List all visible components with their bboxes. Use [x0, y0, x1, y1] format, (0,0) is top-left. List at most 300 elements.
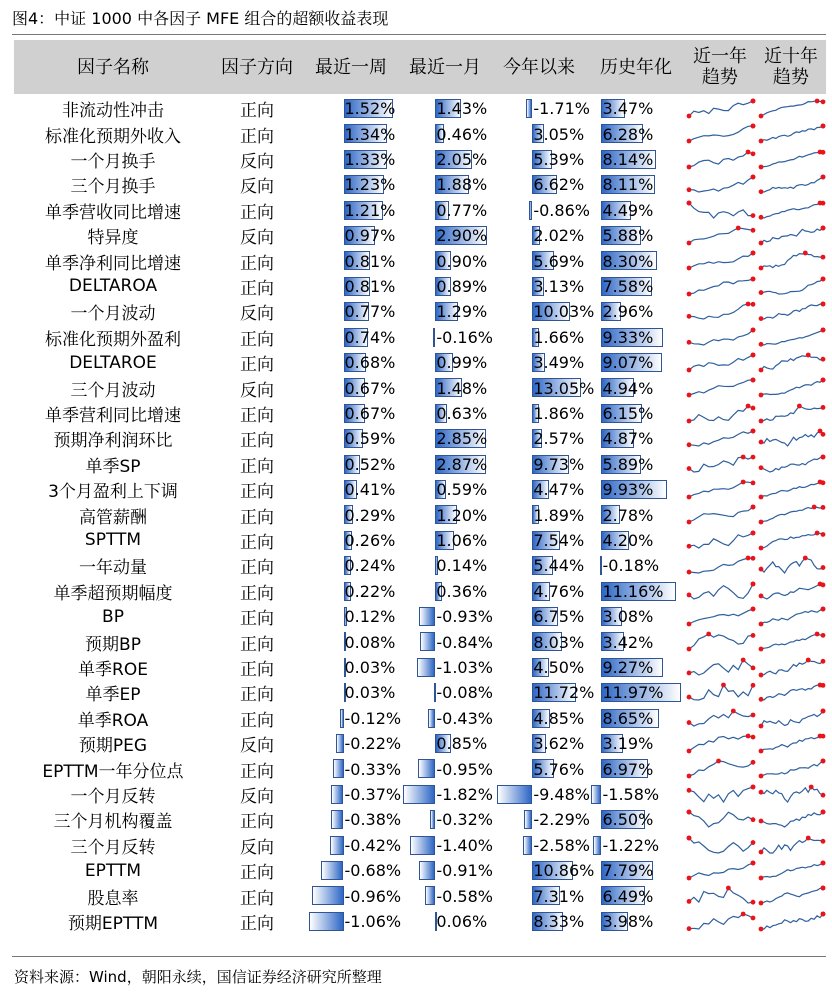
sparkline-10y [758, 224, 826, 247]
value-text-ytd: 1.89% [533, 505, 585, 525]
sparkline-10y-marker [821, 405, 826, 410]
value-cell-annual [588, 655, 684, 680]
table-row [14, 375, 826, 400]
value-cell-month [400, 528, 490, 553]
value-cell-week [306, 858, 402, 883]
sparkline-1y [686, 808, 756, 831]
value-text-ytd: 7.31% [533, 886, 585, 906]
value-text-ytd: 6.62% [533, 175, 585, 195]
table-row [14, 629, 826, 654]
value-text-annual: 6.97% [602, 759, 654, 779]
value-cell-month [400, 96, 490, 121]
value-cell-ytd [494, 299, 595, 324]
top-rule [12, 34, 826, 35]
value-bar-month [418, 759, 435, 778]
value-cell-week [306, 350, 396, 375]
source-note: 资料来源：Wind，朝阳永续，国信证券经济研究所整理 [14, 968, 382, 986]
sparkline-1y-marker [687, 368, 692, 373]
value-text-ytd: -0.86% [533, 200, 590, 220]
sparkline-1y [686, 757, 756, 780]
sparkline-10y-marker [759, 622, 764, 627]
value-cell-ytd [494, 401, 584, 426]
value-text-week: 1.23% [344, 175, 396, 195]
table-row [14, 706, 826, 731]
value-text-ytd: 11.72% [533, 683, 595, 703]
sparkline-1y-marker [687, 774, 692, 779]
value-text-month: 1.43% [436, 99, 488, 119]
sparkline-1y [686, 326, 756, 349]
sparkline-10y-marker [821, 810, 826, 815]
sparkline-10y-marker [759, 495, 764, 500]
value-text-week: 0.03% [344, 657, 396, 677]
value-text-month: 2.87% [436, 454, 488, 474]
sparkline-1y [686, 580, 756, 603]
value-cell-annual [588, 909, 684, 934]
value-bar-week [330, 836, 344, 855]
sparkline-1y-marker [741, 454, 746, 459]
table-row [14, 502, 826, 527]
value-text-annual: 4.49% [602, 200, 654, 220]
value-cell-week [306, 96, 396, 121]
sparkline-1y-marker [687, 241, 692, 246]
value-cell-annual [588, 147, 684, 172]
sparkline-1y-marker [741, 480, 746, 485]
value-cell-ytd [494, 756, 584, 781]
sparkline-10y-line [761, 228, 823, 243]
value-cell-month [400, 426, 490, 451]
value-cell-week [306, 680, 396, 705]
value-cell-week [306, 579, 396, 604]
value-text-ytd: 5.76% [533, 759, 585, 779]
value-cell-annual [588, 350, 684, 375]
table-row [14, 198, 826, 223]
sparkline-10y-marker [821, 659, 826, 664]
table-row [14, 299, 826, 324]
value-text-week: -0.12% [344, 708, 402, 728]
value-cell-month [400, 680, 493, 705]
sparkline-1y-marker [746, 403, 751, 408]
table-row [14, 579, 826, 604]
value-text-month: -0.91% [436, 861, 493, 881]
value-text-week: 0.97% [344, 226, 396, 246]
sparkline-1y-marker [746, 556, 751, 561]
value-cell-week [306, 807, 402, 832]
sparkline-1y-line [689, 711, 753, 726]
value-text-ytd: 10.03% [533, 302, 595, 322]
sparkline-10y [758, 97, 826, 120]
sparkline-10y-line [761, 558, 823, 573]
sparkline-10y-marker [759, 697, 764, 702]
sparkline-10y-line [761, 761, 823, 776]
value-cell-month [400, 833, 493, 858]
sparkline-10y-marker [759, 190, 764, 195]
value-bar-week [331, 785, 343, 804]
value-cell-month [400, 756, 493, 781]
sparkline-10y-line [761, 634, 823, 649]
value-text-ytd: 2.57% [533, 429, 585, 449]
value-text-week: 0.67% [344, 378, 396, 398]
value-text-annual: 8.11% [602, 175, 654, 195]
value-text-month: 1.88% [436, 175, 488, 195]
table-row [14, 604, 826, 629]
sparkline-1y-marker [687, 200, 692, 205]
value-text-week: 0.81% [344, 251, 396, 271]
factor-direction: 正向 [240, 507, 274, 528]
sparkline-1y-line [689, 863, 753, 878]
value-cell-week [306, 299, 396, 324]
sparkline-10y-marker [806, 657, 811, 662]
factor-direction: 反向 [240, 228, 274, 249]
value-cell-annual [588, 121, 684, 146]
sparkline-1y-marker [687, 520, 692, 525]
value-cell-ytd [494, 274, 584, 299]
sparkline-10y-line [761, 609, 823, 624]
sparkline-10y-line [761, 330, 823, 345]
sparkline-10y-line [761, 888, 823, 903]
header-week: 最近一周 [315, 56, 387, 78]
sparkline-1y-marker [751, 429, 756, 434]
factor-name: 单季ROE [78, 659, 148, 680]
sparkline-10y-marker [759, 774, 764, 779]
value-text-ytd: 6.75% [533, 607, 585, 627]
factor-direction: 正向 [240, 278, 274, 299]
value-text-annual: 8.30% [602, 251, 654, 271]
value-text-annual: 8.65% [602, 708, 654, 728]
sparkline-1y-marker [687, 749, 692, 754]
sparkline-10y-marker [759, 926, 764, 931]
value-cell-annual [588, 756, 684, 781]
value-bar-ytd [497, 785, 532, 804]
value-text-ytd: 3.49% [533, 353, 585, 373]
value-bar-week [309, 912, 344, 931]
value-cell-ytd [494, 579, 584, 604]
sparkline-10y [758, 910, 826, 933]
table-row [14, 909, 826, 934]
factor-name: 预期净利润环比 [53, 431, 173, 452]
factor-direction: 反向 [240, 786, 274, 807]
table-row [14, 756, 826, 781]
sparkline-10y-marker [821, 565, 826, 570]
sparkline-1y [686, 478, 756, 501]
value-cell-annual [588, 629, 684, 654]
sparkline-10y-marker [759, 465, 764, 470]
sparkline-10y-line [761, 482, 823, 497]
sparkline-10y [758, 503, 826, 526]
value-cell-ytd [494, 604, 584, 629]
sparkline-10y-marker [815, 632, 820, 637]
value-text-month: 1.06% [436, 530, 488, 550]
value-cell-month [400, 655, 493, 680]
table-row [14, 833, 826, 858]
sparkline-10y-line [761, 457, 823, 472]
sparkline-10y-marker [759, 139, 764, 144]
value-text-week: 0.24% [344, 556, 396, 576]
value-bar-month [433, 328, 436, 347]
value-cell-annual [588, 375, 684, 400]
sparkline-10y-marker [759, 266, 764, 271]
factor-name: 三个月反转 [70, 837, 156, 858]
sparkline-1y-marker [751, 712, 756, 717]
sparkline-10y-line [761, 863, 823, 878]
sparkline-10y [758, 834, 826, 857]
factor-direction: 正向 [240, 431, 274, 452]
factor-name: EPTTM一年分位点 [42, 761, 184, 782]
sparkline-10y [758, 580, 826, 603]
value-text-annual: 6.28% [602, 124, 654, 144]
value-text-month: 0.77% [436, 200, 488, 220]
sparkline-10y-marker [821, 302, 826, 307]
table-row [14, 426, 826, 451]
value-cell-week [306, 147, 396, 172]
sparkline-10y-line [761, 584, 823, 599]
factor-name: SPTTM [84, 530, 142, 551]
value-text-ytd: 13.05% [533, 378, 595, 398]
value-text-month: 0.06% [436, 911, 488, 931]
value-text-month: 0.90% [436, 251, 488, 271]
sparkline-1y-marker [687, 339, 692, 344]
sparkline-10y-marker [812, 505, 817, 510]
sparkline-10y-marker [759, 341, 764, 346]
factor-direction: 正向 [240, 710, 274, 731]
sparkline-10y-line [761, 355, 823, 370]
sparkline-1y-marker [706, 632, 711, 637]
sparkline-10y-marker [821, 276, 826, 281]
sparkline-1y-marker [751, 505, 756, 510]
sparkline-10y-marker [759, 819, 764, 824]
sparkline-1y-marker [751, 840, 756, 845]
sparkline-1y-marker [687, 592, 692, 597]
value-cell-annual [588, 477, 684, 502]
sparkline-10y [758, 707, 826, 730]
value-bar-month [430, 810, 436, 829]
value-cell-week [306, 401, 396, 426]
sparkline-1y [686, 656, 756, 679]
value-text-annual: 5.88% [602, 226, 654, 246]
value-cell-month [400, 299, 490, 324]
table-row [14, 452, 826, 477]
sparkline-10y-marker [806, 353, 811, 358]
sparkline-10y-marker [821, 378, 826, 383]
value-cell-week [306, 833, 402, 858]
sparkline-1y [686, 529, 756, 552]
sparkline-1y-marker [751, 665, 756, 670]
factor-name: 单季营利同比增速 [45, 405, 181, 426]
factor-direction: 反向 [240, 837, 274, 858]
sparkline-10y [758, 148, 826, 171]
value-text-ytd: 5.69% [533, 251, 585, 271]
sparkline-10y [758, 249, 826, 272]
sparkline-1y [686, 427, 756, 450]
sparkline-10y-marker [821, 683, 826, 688]
value-bar-week [336, 734, 343, 753]
sparkline-1y-marker [751, 784, 756, 789]
sparkline-1y-marker [751, 607, 756, 612]
value-text-ytd: 3.05% [533, 124, 585, 144]
value-cell-ytd [494, 121, 584, 146]
sparkline-1y-line [689, 736, 753, 751]
value-cell-ytd [494, 248, 584, 273]
sparkline-10y-line [761, 304, 823, 319]
value-cell-week [306, 883, 402, 908]
value-text-month: 0.89% [436, 276, 488, 296]
factor-name: 预期EPTTM [67, 913, 159, 934]
value-bar-annual [593, 836, 601, 855]
sparkline-10y-line [761, 914, 823, 929]
factor-name: 单季营收同比增速 [45, 202, 181, 223]
sparkline-1y-line [689, 888, 753, 903]
sparkline-1y-marker [687, 495, 692, 500]
factor-name: 预期PEG [78, 736, 148, 757]
factor-direction: 正向 [240, 329, 274, 350]
sparkline-1y-marker [687, 291, 692, 296]
sparkline-1y-line [689, 761, 753, 776]
value-cell-ytd [494, 452, 584, 477]
value-text-annual: 2.78% [602, 505, 654, 525]
factor-name: 预期BP [85, 634, 141, 655]
sparkline-1y [686, 453, 756, 476]
value-text-week: 0.74% [344, 327, 396, 347]
factor-direction: 正向 [240, 609, 274, 630]
value-bar-month [410, 836, 435, 855]
value-cell-ytd [494, 629, 584, 654]
value-cell-month [400, 477, 490, 502]
sparkline-10y [758, 554, 826, 577]
value-text-ytd: 4.85% [533, 708, 585, 728]
factor-direction: 正向 [240, 355, 274, 376]
value-text-ytd: 5.39% [533, 149, 585, 169]
value-cell-annual [588, 706, 684, 731]
value-cell-week [306, 909, 402, 934]
sparkline-1y-line [689, 787, 753, 802]
value-text-week: -1.06% [344, 911, 402, 931]
value-cell-annual [588, 325, 684, 350]
sparkline-10y-marker [803, 556, 808, 561]
table-row [14, 858, 826, 883]
sparkline-10y-marker [821, 607, 826, 612]
sparkline-10y-line [761, 736, 823, 751]
value-cell-annual [588, 223, 684, 248]
sparkline-10y-marker [759, 790, 764, 795]
sparkline-1y-marker [746, 734, 751, 739]
value-cell-annual [588, 96, 684, 121]
value-cell-week [306, 756, 402, 781]
value-cell-week [306, 426, 396, 451]
value-cell-ytd [494, 680, 595, 705]
factor-direction: 正向 [240, 405, 274, 426]
sparkline-1y [686, 224, 756, 247]
value-cell-ytd [494, 883, 584, 908]
sparkline-10y-marker [759, 545, 764, 550]
sparkline-1y-marker [687, 164, 692, 169]
value-text-ytd: 4.47% [533, 480, 585, 500]
sparkline-10y [758, 376, 826, 399]
value-text-month: 1.48% [436, 378, 488, 398]
sparkline-10y-marker [821, 255, 826, 260]
value-text-annual: 4.94% [602, 378, 654, 398]
value-cell-week [306, 604, 396, 629]
table-row [14, 350, 826, 375]
value-text-month: -1.03% [436, 657, 493, 677]
value-text-annual: 9.33% [602, 327, 654, 347]
value-text-ytd: 5.44% [533, 556, 585, 576]
sparkline-10y-line [761, 203, 823, 218]
factor-direction: 正向 [240, 583, 274, 604]
sparkline-1y-marker [687, 810, 692, 815]
value-text-month: 0.63% [436, 403, 488, 423]
table-row [14, 172, 826, 197]
value-text-week: -0.33% [344, 759, 402, 779]
sparkline-1y-line [689, 101, 753, 116]
value-cell-month [400, 731, 490, 756]
value-text-ytd: 8.33% [533, 911, 585, 931]
sparkline-1y-line [689, 253, 753, 268]
sparkline-1y-marker [716, 759, 721, 764]
sparkline-10y-marker [821, 99, 826, 104]
sparkline-10y-line [761, 431, 823, 446]
factor-name: EPTTM [84, 860, 142, 881]
sparkline-1y-marker [687, 899, 692, 904]
table-row [14, 553, 826, 578]
value-text-week: 0.29% [344, 505, 396, 525]
sparkline-1y-line [689, 126, 753, 141]
value-cell-ytd [494, 909, 584, 934]
sparkline-10y [758, 173, 826, 196]
sparkline-1y-marker [726, 886, 731, 891]
sparkline-10y-line [761, 177, 823, 192]
value-text-annual: 2.96% [602, 302, 654, 322]
sparkline-10y-marker [821, 480, 826, 485]
sparkline-10y-marker [759, 440, 764, 445]
value-text-week: 1.34% [344, 124, 396, 144]
sparkline-10y-line [761, 126, 823, 141]
sparkline-1y-marker [731, 708, 736, 713]
value-cell-ytd [494, 807, 590, 832]
value-text-week: 0.52% [344, 454, 396, 474]
sparkline-1y [686, 275, 756, 298]
sparkline-1y [686, 630, 756, 653]
value-text-month: -0.08% [436, 683, 493, 703]
value-text-annual: 6.49% [602, 886, 654, 906]
value-text-ytd: 1.86% [533, 403, 585, 423]
table-row [14, 528, 826, 553]
sparkline-1y-line [689, 152, 753, 167]
value-cell-week [306, 223, 396, 248]
value-cell-annual [588, 248, 684, 273]
value-cell-week [306, 452, 396, 477]
sparkline-1y [686, 732, 756, 755]
value-cell-annual [588, 553, 684, 578]
sparkline-10y-marker [821, 226, 826, 231]
value-text-ytd: -2.58% [533, 835, 590, 855]
sparkline-1y-marker [736, 226, 741, 231]
sparkline-1y-line [689, 330, 753, 345]
value-cell-week [306, 121, 396, 146]
factor-name: 三个月机构覆盖 [53, 812, 173, 833]
value-cell-ytd [494, 325, 584, 350]
factor-direction: 正向 [240, 532, 274, 553]
factor-direction: 正向 [240, 685, 274, 706]
factor-direction: 正向 [240, 761, 274, 782]
value-text-week: 0.81% [344, 276, 396, 296]
sparkline-10y [758, 681, 826, 704]
sparkline-10y [758, 453, 826, 476]
value-cell-annual [588, 807, 684, 832]
value-text-annual: 7.58% [602, 276, 654, 296]
sparkline-10y-line [761, 787, 823, 802]
sparkline-1y-marker [687, 788, 692, 793]
value-text-annual: 5.89% [602, 454, 654, 474]
value-cell-week [306, 325, 396, 350]
